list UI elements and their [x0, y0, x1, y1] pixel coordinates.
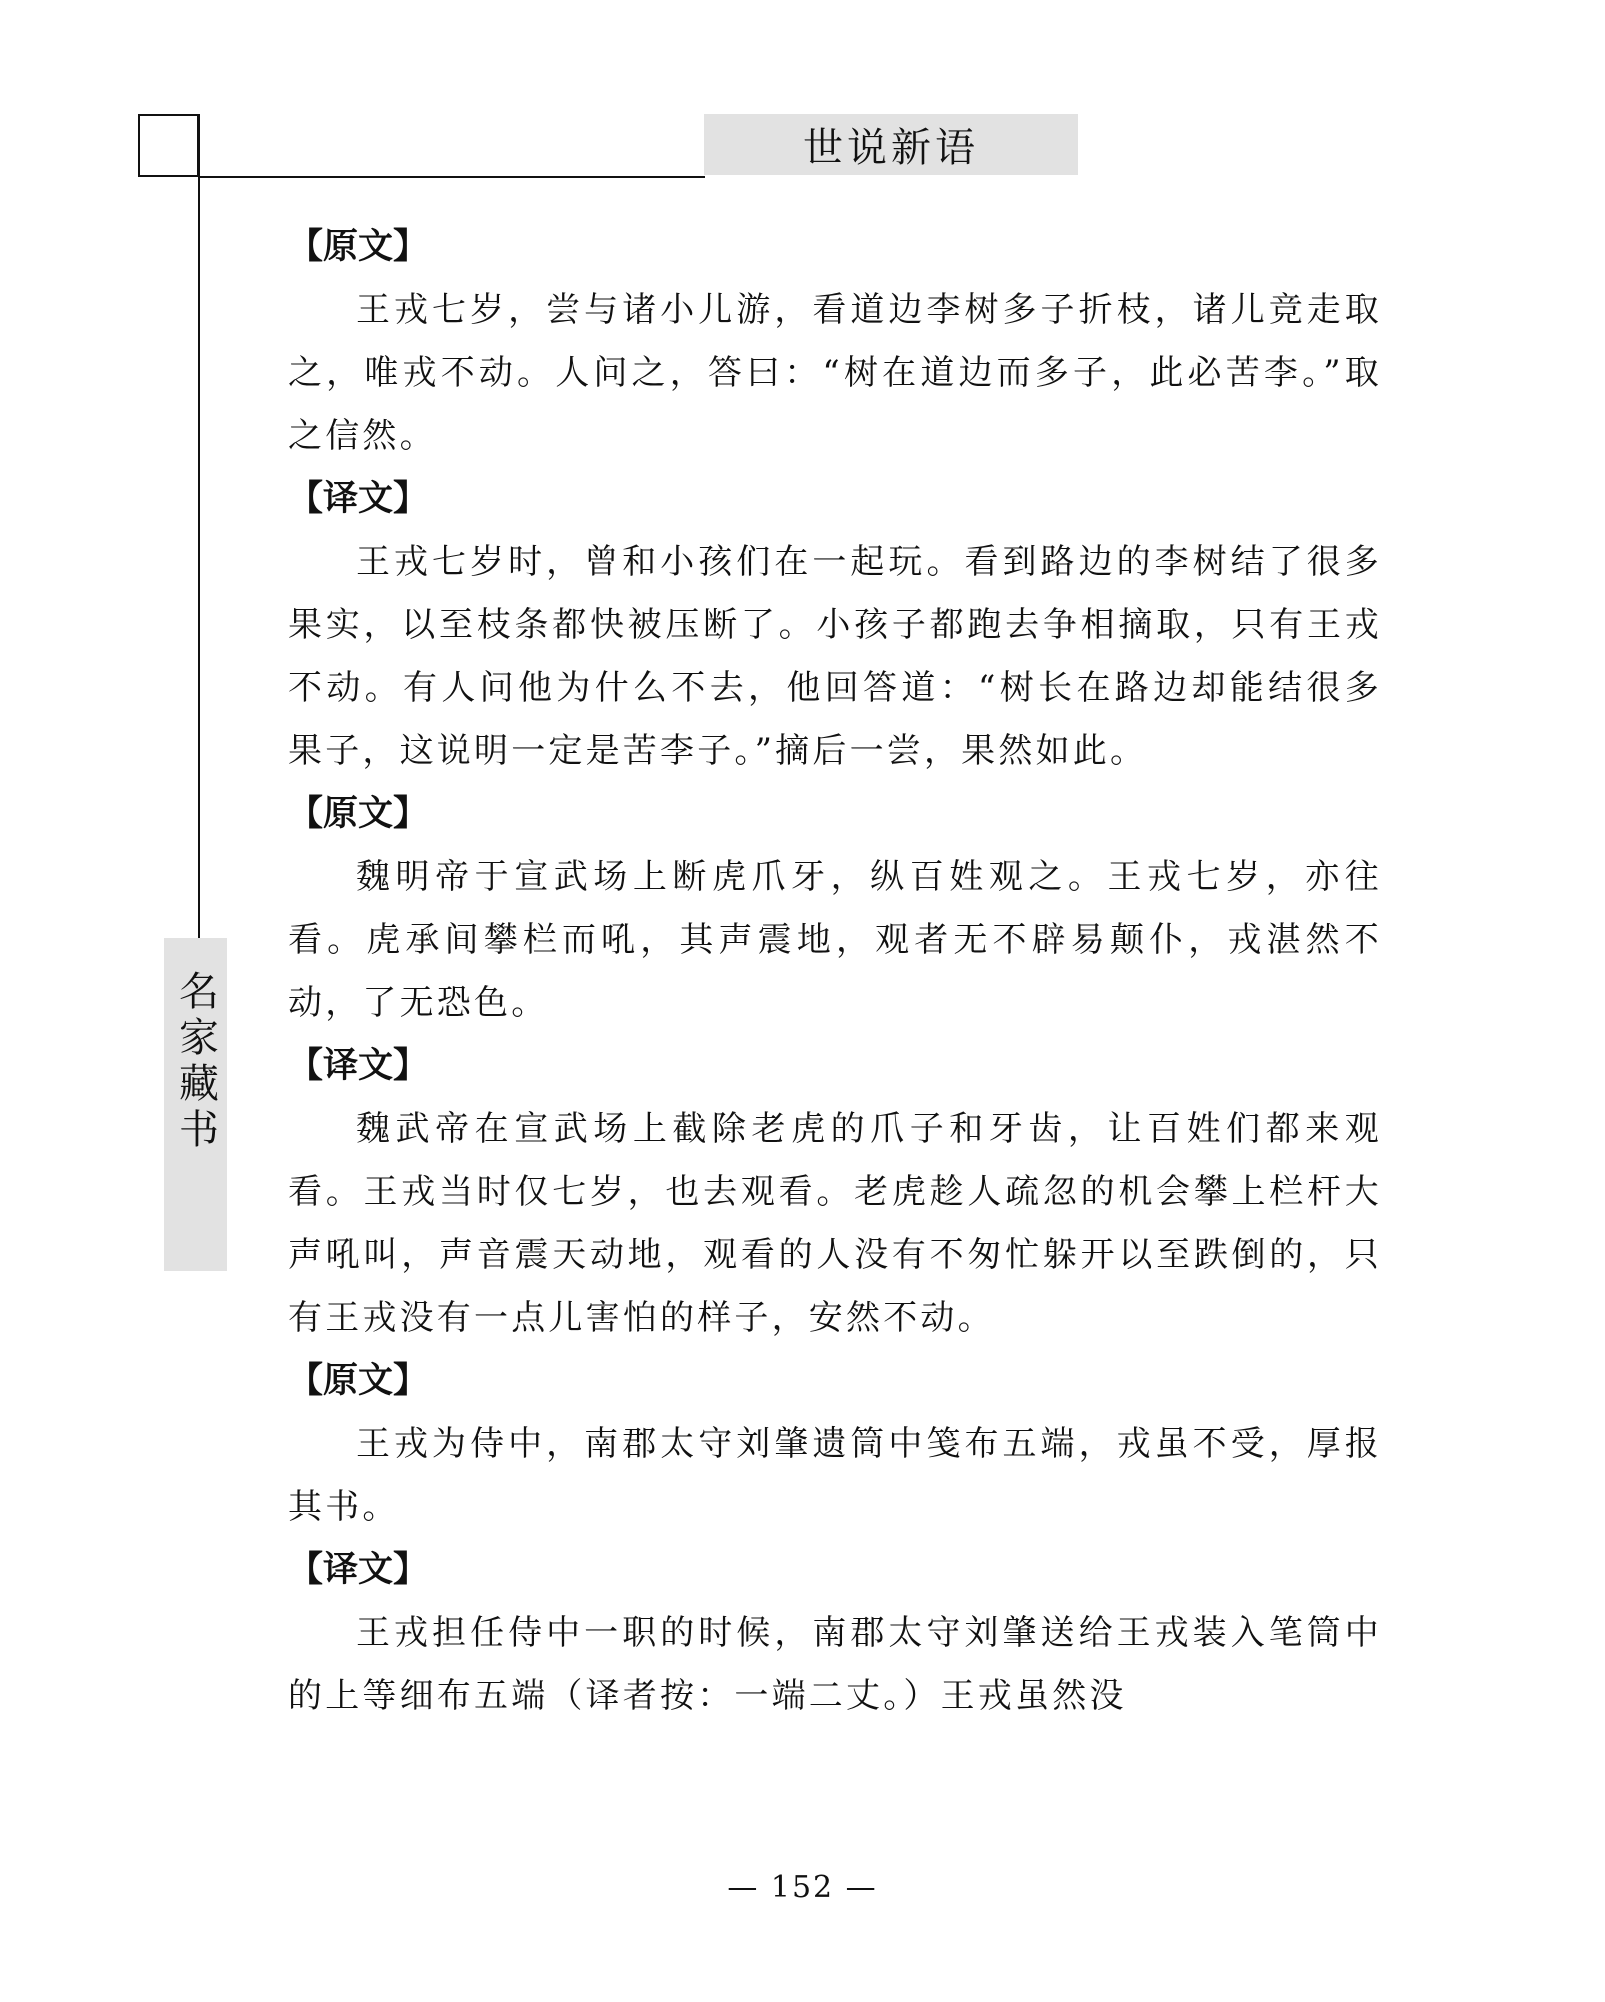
section-heading-original: 【原文】 — [288, 227, 429, 267]
header-frame-box — [138, 114, 199, 177]
original-text: 王戎七岁，尝与诸小儿游，看道边李树多子折枝，诸儿竞走取之，唯戎不动。人问之，答曰：“树在道边而多子，此必苦李。”取之信然。 — [288, 290, 1382, 456]
running-header — [704, 114, 1078, 175]
section-heading-translation: 【译文】 — [288, 1550, 429, 1590]
section-heading-translation: 【译文】 — [288, 1046, 429, 1086]
section-heading-original: 【原文】 — [288, 794, 429, 834]
translation-text: 魏武帝在宣武场上截除老虎的爪子和牙齿，让百姓们都来观看。王戎当时仅七岁，也去观看。老虎趁人疏忽的机会攀上栏杆大声吼叫，声音震天动地，观看的人没有不匆忙躲开以至跌倒的，只有王戎没有一点儿害怕的样子，安然不动。 — [288, 1109, 1382, 1338]
side-tab — [164, 938, 227, 1271]
original-text: 王戎为侍中，南郡太守刘肇遗筒中笺布五端，戎虽不受，厚报其书。 — [288, 1424, 1382, 1527]
section-heading-translation: 【译文】 — [288, 479, 429, 519]
section-heading-original: 【原文】 — [288, 1361, 429, 1401]
translation-text: 王戎七岁时，曾和小孩们在一起玩。看到路边的李树结了很多果实，以至枝条都快被压断了。小孩子都跑去争相摘取，只有王戎不动。有人问他为什么不去，他回答道：“树长在路边却能结很多果子，这说明一定是苦李子。”摘后一尝，果然如此。 — [288, 542, 1382, 771]
series-label: 名家藏书 — [172, 970, 219, 1154]
original-text: 魏明帝于宣武场上断虎爪牙，纵百姓观之。王戎七岁，亦往看。虎承间攀栏而吼，其声震地，观者无不辟易颠仆，戎湛然不动，了无恐色。 — [288, 857, 1382, 1023]
page-number: — 152 — — [727, 1870, 878, 1905]
margin-rule-vertical — [198, 114, 200, 946]
book-title: 世说新语 — [803, 125, 979, 171]
translation-text: 王戎担任侍中一职的时候，南郡太守刘肇送给王戎装入笔筒中的上等细布五端（译者按：一端二丈。）王戎虽然没 — [288, 1613, 1382, 1716]
page-body — [288, 216, 1382, 1728]
header-rule-horizontal — [198, 176, 705, 178]
